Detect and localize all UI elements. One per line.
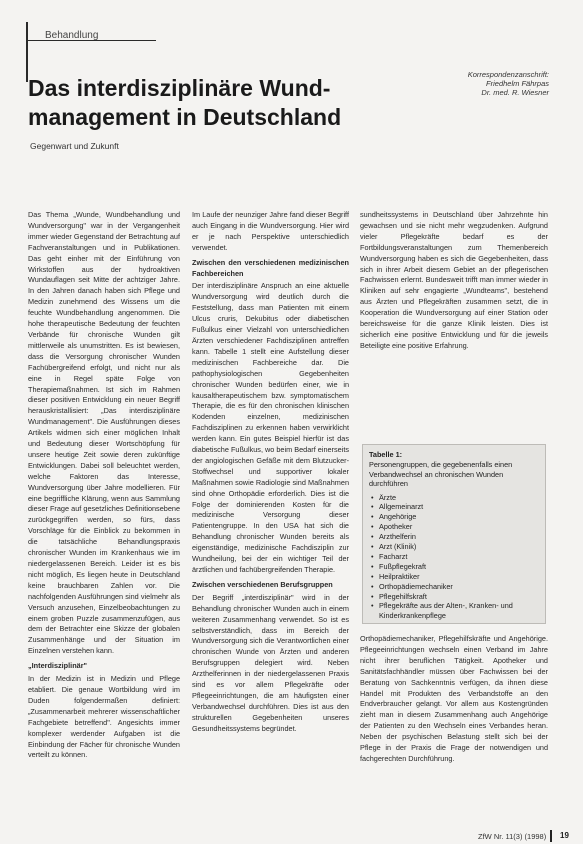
list-item: • Pflegehilfskraft [379,592,539,602]
text-column-2 [192,210,349,840]
journal-citation: ZfW Nr. 11(3) (1998) [478,832,547,841]
correspondence-label: Korrespondenzanschrift: [467,70,549,79]
correspondence-name-2: Dr. med. R. Wiesner [481,88,549,97]
list-item: • Allgemeinarzt [379,502,539,512]
list-item: • Orthopädiemechaniker [379,582,539,592]
col2-heading-medical-fields: Zwischen den verschiedenen medizinischen Fachbereichen [192,257,349,278]
list-item: • Heilpraktiker [379,572,539,582]
col2-paragraph-3: Der Begriff „interdisziplinär" wird in der Behandlung chronischer Wunden auch in einem weiteren Zusammenhang verwendet. So ist es selbstverständlich, dass im Bereich der Wundversorgung sich die Verantwortlichen einer chronischen Wunde von Ärzten und anderen Berufsgruppen delegiert wird. Neben Arzthelferinnen in der niedergelassenen Praxis sind es vor allem Pflegekräfte oder Pflegeeinrichtungen, die am häufigsten einer Verbandwechsel durchführen. Dies ist aus den strukturellen Gegebenheiten unseres Gesundheitssystems begründet. [192,592,349,733]
list-item: • Ärzte [379,493,539,503]
list-item: • Pflegekräfte aus der Alten-, Kranken- und Kinderkrankenpflege [379,601,539,621]
table-1-box [362,444,546,624]
list-item: • Arzthelferin [379,532,539,542]
col2-paragraph-2: Der interdisziplinäre Anspruch an eine aktuelle Wundversorgung wird deutlich durch die Feststellung, dass man Patienten mit einem Ulcus cruris, Dekubitus oder diabetischen Fußulkus einer Vielzahl von unterschiedlichen Ärzten verschiedener Fachdisziplinen antreffen kann. Tabelle 1 stellt eine Aufstellung dieser medizinischen Fachbereiche dar. Die pathophysiologischen Gegebenheiten chronischer Wunden bedürfen einer, wie in kausaltherapeutischem bzw. symptomatischem Therapie, die es für den chronischen klinischen Kodenden einzelnen, medizinischen Fachdisziplinen zu erkennen haben verwirklicht werden kann. Ein gutes Beispiel hierfür ist das diabetische Fußulkus, wo beim Bedarf einerseits der angiologischen Gefäße mit dem Blutzucker-Stoffwechsel und supportiver lokaler Maßnahmen sowie Radiologie sind Maßnahmen sind ohne Orthopädie erforderlich. Dies ist die Folge der dominierenden Kosten für die medizinische Versorgung dieser Patientengruppe. In den USA hat sich die Behandlung chronischer Wunden bereits als eigenständige, medizinische Fachdisziplin zur Wundheilung, bei der ein wichtiger Teil der ärztlichen und fachübergreifenden Therapie. [192,281,349,574]
article-subtitle: Gegenwart und Zukunft [30,141,119,151]
list-item: • Angehörige [379,512,539,522]
col2-heading-professional-groups: Zwischen verschiedenen Berufsgruppen [192,579,333,589]
list-item: • Apotheker [379,522,539,532]
correspondence-name-1: Friedhelm Fährpas [486,79,549,88]
col3-paragraph-2: Orthopädiemechaniker, Pflegehilfskräfte und Angehörige. Pflegeeinrichtungen wechseln einen Verband im Jahre nicht ihrer beruflichen Tätigkeit. Apotheker und Sanitätsfachhändler müssen über Fachwissen bei der Beratung von Sachkenntnis verfügen, da ihnen diese Handel mit Produkten des Verbandstoffe an den Endverbraucher gelangt. Vor allem aus Kostengründen zieht man in diesem Zusammenhang auch Angehörige der Patienten zu den Wechseln eines Verbandes heran. Neben der psychischen Belastung stellt sich bei der Pflege in der Praxis die Frage der notwendigen und fachgerechten Durchführung. [360,634,548,763]
table-1-list [369,493,539,622]
col1-heading-interdisciplinary: „Interdisziplinär" [28,661,88,671]
article-title [28,74,388,132]
footer-rule [550,830,552,842]
title-line-2: management in Deutschland [28,104,342,130]
list-item: • Arzt (Klinik) [379,542,539,552]
col1-paragraph-2: In der Medizin ist in Medizin und Pflege etabliert. Die genaue Wortbildung wird im Duden folgendermaßen definiert: „Zusammenarbeit mehrerer wissenschaftlicher Fachgebiete betreffend". Angesichts immer komplexer werdender Aufgaben ist die Einbindung der Fächer für chronische Wunden verteilt zu können. [28,674,180,760]
table-1-title: Tabelle 1: [369,450,403,459]
text-column-3-bottom [360,634,548,814]
col1-paragraph-1: Das Thema „Wunde, Wundbehandlung und Wundversorgung" war in der Vergangenheit immer wieder Gegenstand der Betrachtung auf Fachveranstaltungen und in Publikationen. Das geht einher mit der Einführung von Wirkstoffen aus der hydroaktiven Wundauflagen seit Mitte der achtziger Jahre. In den Jahren danach haben sich Pflege und Medizin zunehmend des Wissens um die feuchte Wundbehandlung angenommen. Die hohe therapeutische Bedeutung der feuchten Verbände für chronische Wunden gilt mittlerweile als unumstritten. Es ist bewiesen, dass die Versorgung chronischer Wunden Fachübergreifend erfolgt, und nicht nur als eine in Regel späte Folge von Therapiemaßnahmen. Ist sich im Rahmen dieser positiven Entwicklung ein neuer Begriff herauskristallisiert: „Das interdisziplinäre Wundmanagement". Die Ausführungen dieses Artikels widmen sich einer möglichen Inhalt und Bedeutung dieser Wortschöpfung für unsere heutige Zeit sowie deren zukünftige Entwicklungen. Dabei soll beleuchtet werden, welche Faktoren das Interesse, Wundversorgung über Jahre modellieren. Für eine begriffliche Klärung, wenn aus Sammlung dieser Frage auf gesetzliches Definitionsebene zurückgegriffen werden, so fürs, dass Vorschläge für die Einblick zu bekommen in die tatsächliche Behandlungspraxis chronischer Wunden im Krankenhaus wie im niedergelassenen Bereich. Leider ist es bis nicht möglich, Es liegen heute in Deutschland keine brauchbaren Zahlen vor. Die nachfolgenden Ausführungen sind vielmehr als Versuch anzusehen, Einzelbeobachtungen zu einem groben Puzzle zusammenzufügen, aus dem der Betrachter eine Skizze der globalen Zusammenhänge und der Situation im Einzelnen verstehen kann. [28,210,180,656]
title-line-1: Das interdisziplinäre Wund- [28,75,331,101]
col3-paragraph-1: sundheitssystems in Deutschland über Jahrzehnte hin gewachsen und sie nicht mehr wegzudenken. Aufgrund vieler Pflegekräfte bedarf es der Fortbildungsveranstaltungen zum Themenbereich Wundversorgung haben es sich die Gegebenheiten, dass sich in ihrer Arbeit diesem Gebiet an der pflegerischen Fachwissen erlernt. Bundesweit trifft man immer wieder in Kliniken auf sehr engagierte „Wundteams", bestehend aus Ärzten und Pflegekräften zusammen setzt, die in Kooperation die Wundversorgung auf einer Station oder bereichsweise für die ganze Klinik leisten. Dies ist sicherlich eine positive Entwicklung und für die jeweils Beteiligte eine positive Erfahrung. [360,210,548,350]
list-item: • Facharzt [379,552,539,562]
header-rule-vertical [26,22,28,82]
section-label: Behandlung [45,30,99,41]
text-column-1 [28,210,180,840]
text-column-3-top [360,210,548,432]
correspondence-block [468,70,549,97]
col2-paragraph-1: Im Laufe der neunziger Jahre fand dieser Begriff auch Eingang in die Wundversorgung. Hier wird er je nach Perspektive unterschiedlich verwendet. [192,210,349,252]
page-number: 19 [560,831,569,840]
list-item: • Fußpflegekraft [379,562,539,572]
table-1-caption: Personengruppen, die gegebenenfalls einen Verbandwechsel an chronischen Wunden durchführen [369,460,513,488]
